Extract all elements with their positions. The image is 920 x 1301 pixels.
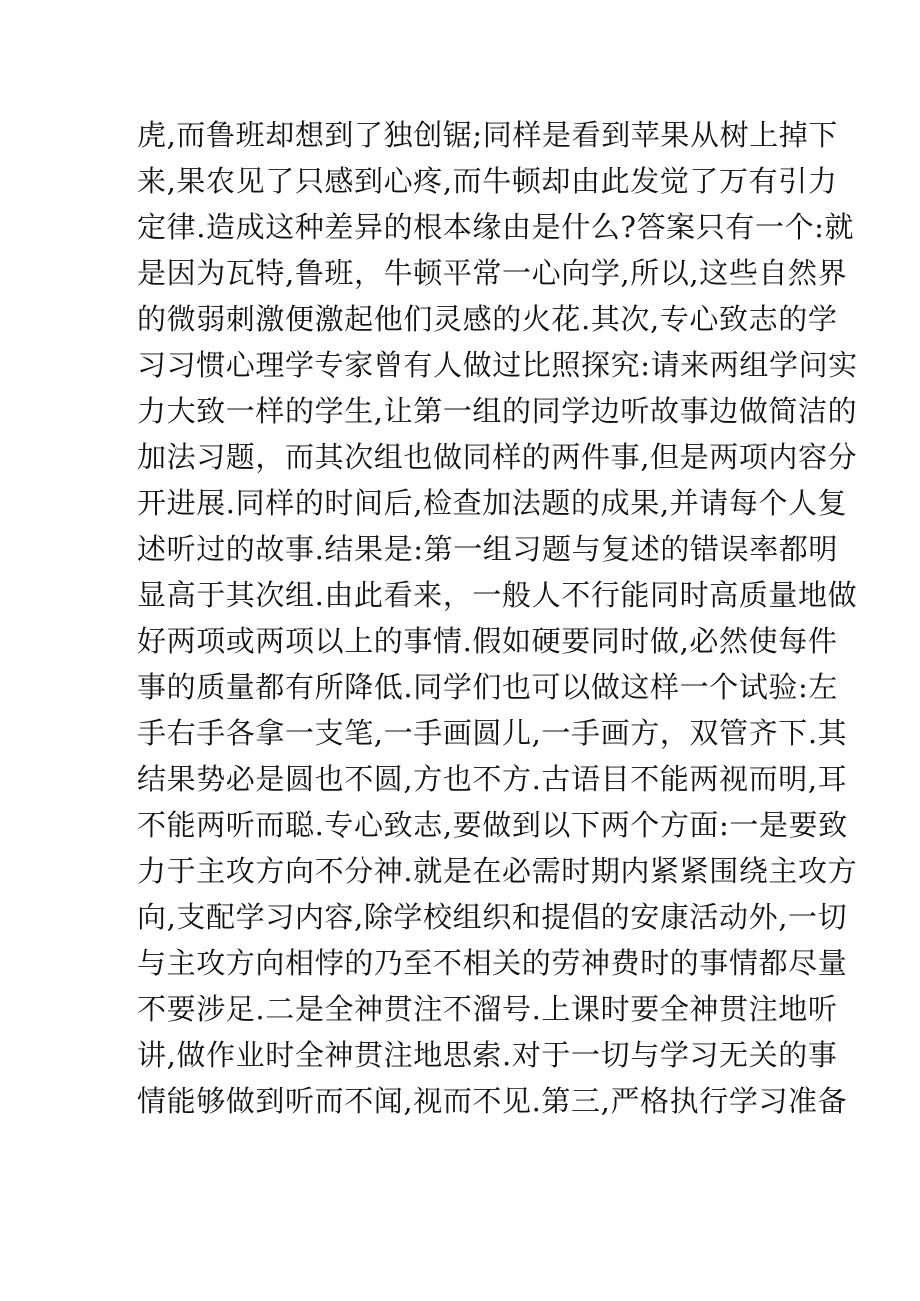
text-line: 是因为瓦特,鲁班，牛顿平常一心向学,所以,这些自然界 xyxy=(137,256,848,290)
text-line: 讲,做作业时全神贯注地思索.对于一切与学习无关的事 xyxy=(137,1038,838,1072)
text-line: 加法习题，而其次组也做同样的两件事,但是两项内容分 xyxy=(137,440,858,474)
text-line: 事的质量都有所降低.同学们也可以做这样一个试验:左 xyxy=(137,670,838,704)
text-line: 述听过的故事.结果是:第一组习题与复述的错误率都明 xyxy=(137,532,838,566)
text-line: 来,果农见了只感到心疼,而牛顿却由此发觉了万有引力 xyxy=(137,164,838,198)
text-line: 的微弱刺激便激起他们灵感的火花.其次,专心致志的学 xyxy=(137,302,838,336)
text-line: 定律.造成这种差异的根本缘由是什么?答案只有一个:就 xyxy=(137,210,855,244)
text-line: 结果势必是圆也不圆,方也不方.古语目不能两视而明,耳 xyxy=(137,762,848,796)
text-line: 显高于其次组.由此看来，一般人不行能同时高质量地做 xyxy=(137,578,858,612)
text-line: 不要涉足.二是全神贯注不溜号.上课时要全神贯注地听 xyxy=(137,992,838,1026)
text-line: 手右手各拿一支笔,一手画圆儿,一手画方，双管齐下.其 xyxy=(137,716,848,750)
body-text xyxy=(137,112,858,1124)
text-line: 开进展.同样的时间后,检查加法题的成果,并请每个人复 xyxy=(137,486,848,520)
text-line: 不能两听而聪.专心致志,要做到以下两个方面:一是要致 xyxy=(137,808,848,842)
text-line: 与主攻方向相悖的乃至不相关的劳神费时的事情都尽量 xyxy=(137,946,848,980)
text-line: 力大致一样的学生,让第一组的同学边听故事边做简洁的 xyxy=(137,394,858,428)
text-line: 向,支配学习内容,除学校组织和提倡的安康活动外,一切 xyxy=(137,900,848,934)
text-line: 习习惯心理学专家曾有人做过比照探究:请来两组学问实 xyxy=(137,348,858,382)
text-line: 力于主攻方向不分神.就是在必需时期内紧紧围绕主攻方 xyxy=(137,854,858,888)
text-line: 虎,而鲁班却想到了独创锯;同样是看到苹果从树上掉下 xyxy=(137,118,838,152)
text-line: 好两项或两项以上的事情.假如硬要同时做,必然使每件 xyxy=(137,624,838,658)
text-line: 情能够做到听而不闻,视而不见.第三,严格执行学习准备 xyxy=(137,1084,848,1118)
